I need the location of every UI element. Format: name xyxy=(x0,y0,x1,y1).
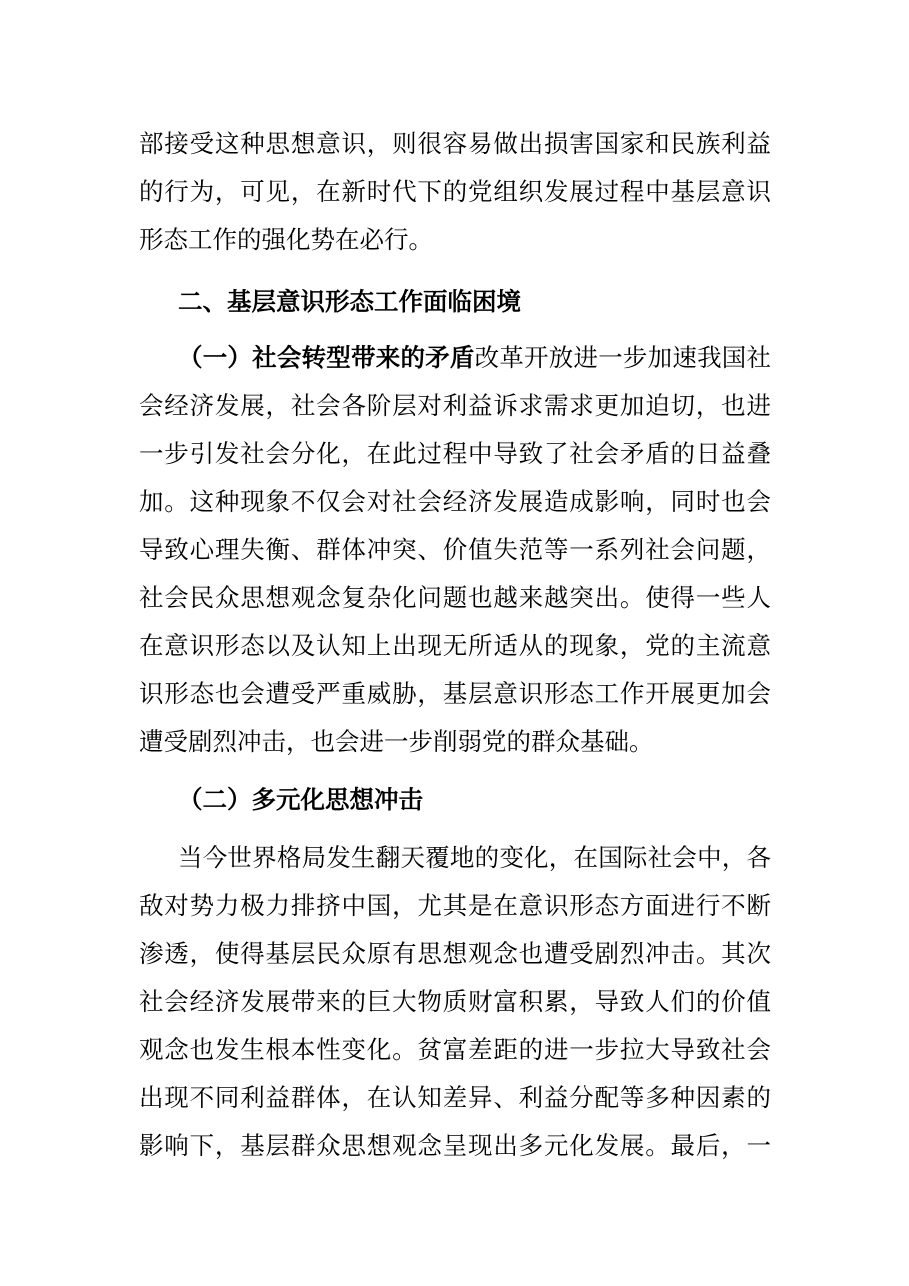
paragraph-line: 当今世界格局发生翻天覆地的变化，在国际社会中，各 xyxy=(178,843,771,872)
subsection-heading: （一）社会转型带来的矛盾 xyxy=(178,343,475,372)
paragraph-line: 社会经济发展带来的巨大物质财富积累，导致人们的价值 xyxy=(139,987,771,1016)
subsection-first-line xyxy=(178,338,771,378)
paragraph-line: 在意识形态以及认知上出现无所适从的现象，党的主流意 xyxy=(139,631,771,660)
paragraph-line: 出现不同利益群体，在认知差异、利益分配等多种因素的 xyxy=(139,1083,771,1112)
paragraph-text: 改革开放进一步加速我国社 xyxy=(474,343,771,372)
section-heading: 二、基层意识形态工作面临困境 xyxy=(178,287,521,316)
paragraph-line: 的行为，可见，在新时代下的党组织发展过程中基层意识 xyxy=(139,177,771,206)
paragraph-line: 形态工作的强化势在必行。 xyxy=(139,225,433,254)
paragraph-line: 导致心理失衡、群体冲突、价值失范等一系列社会问题， xyxy=(139,535,771,564)
paragraph-line: 遭受剧烈冲击，也会进一步削弱党的群众基础。 xyxy=(139,727,654,756)
paragraph-line: 观念也发生根本性变化。贫富差距的进一步拉大导致社会 xyxy=(139,1035,771,1064)
subsection-heading: （二）多元化思想冲击 xyxy=(178,785,423,814)
paragraph-line: 一步引发社会分化，在此过程中导致了社会矛盾的日益叠 xyxy=(139,439,771,468)
paragraph-line: 识形态也会遭受严重威胁，基层意识形态工作开展更加会 xyxy=(139,679,771,708)
paragraph-line: 渗透，使得基层民众原有思想观念也遭受剧烈冲击。其次 xyxy=(139,939,771,968)
paragraph-line: 加。这种现象不仅会对社会经济发展造成影响，同时也会 xyxy=(139,487,771,516)
paragraph-line: 部接受这种思想意识，则很容易做出损害国家和民族利益 xyxy=(139,129,771,158)
paragraph-line: 会经济发展，社会各阶层对利益诉求需求更加迫切，也进 xyxy=(139,391,771,420)
paragraph-line: 社会民众思想观念复杂化问题也越来越突出。使得一些人 xyxy=(139,583,771,612)
paragraph-line: 影响下，基层群众思想观念呈现出多元化发展。最后，一 xyxy=(139,1131,771,1160)
paragraph-line: 敌对势力极力排挤中国，尤其是在意识形态方面进行不断 xyxy=(139,891,771,920)
